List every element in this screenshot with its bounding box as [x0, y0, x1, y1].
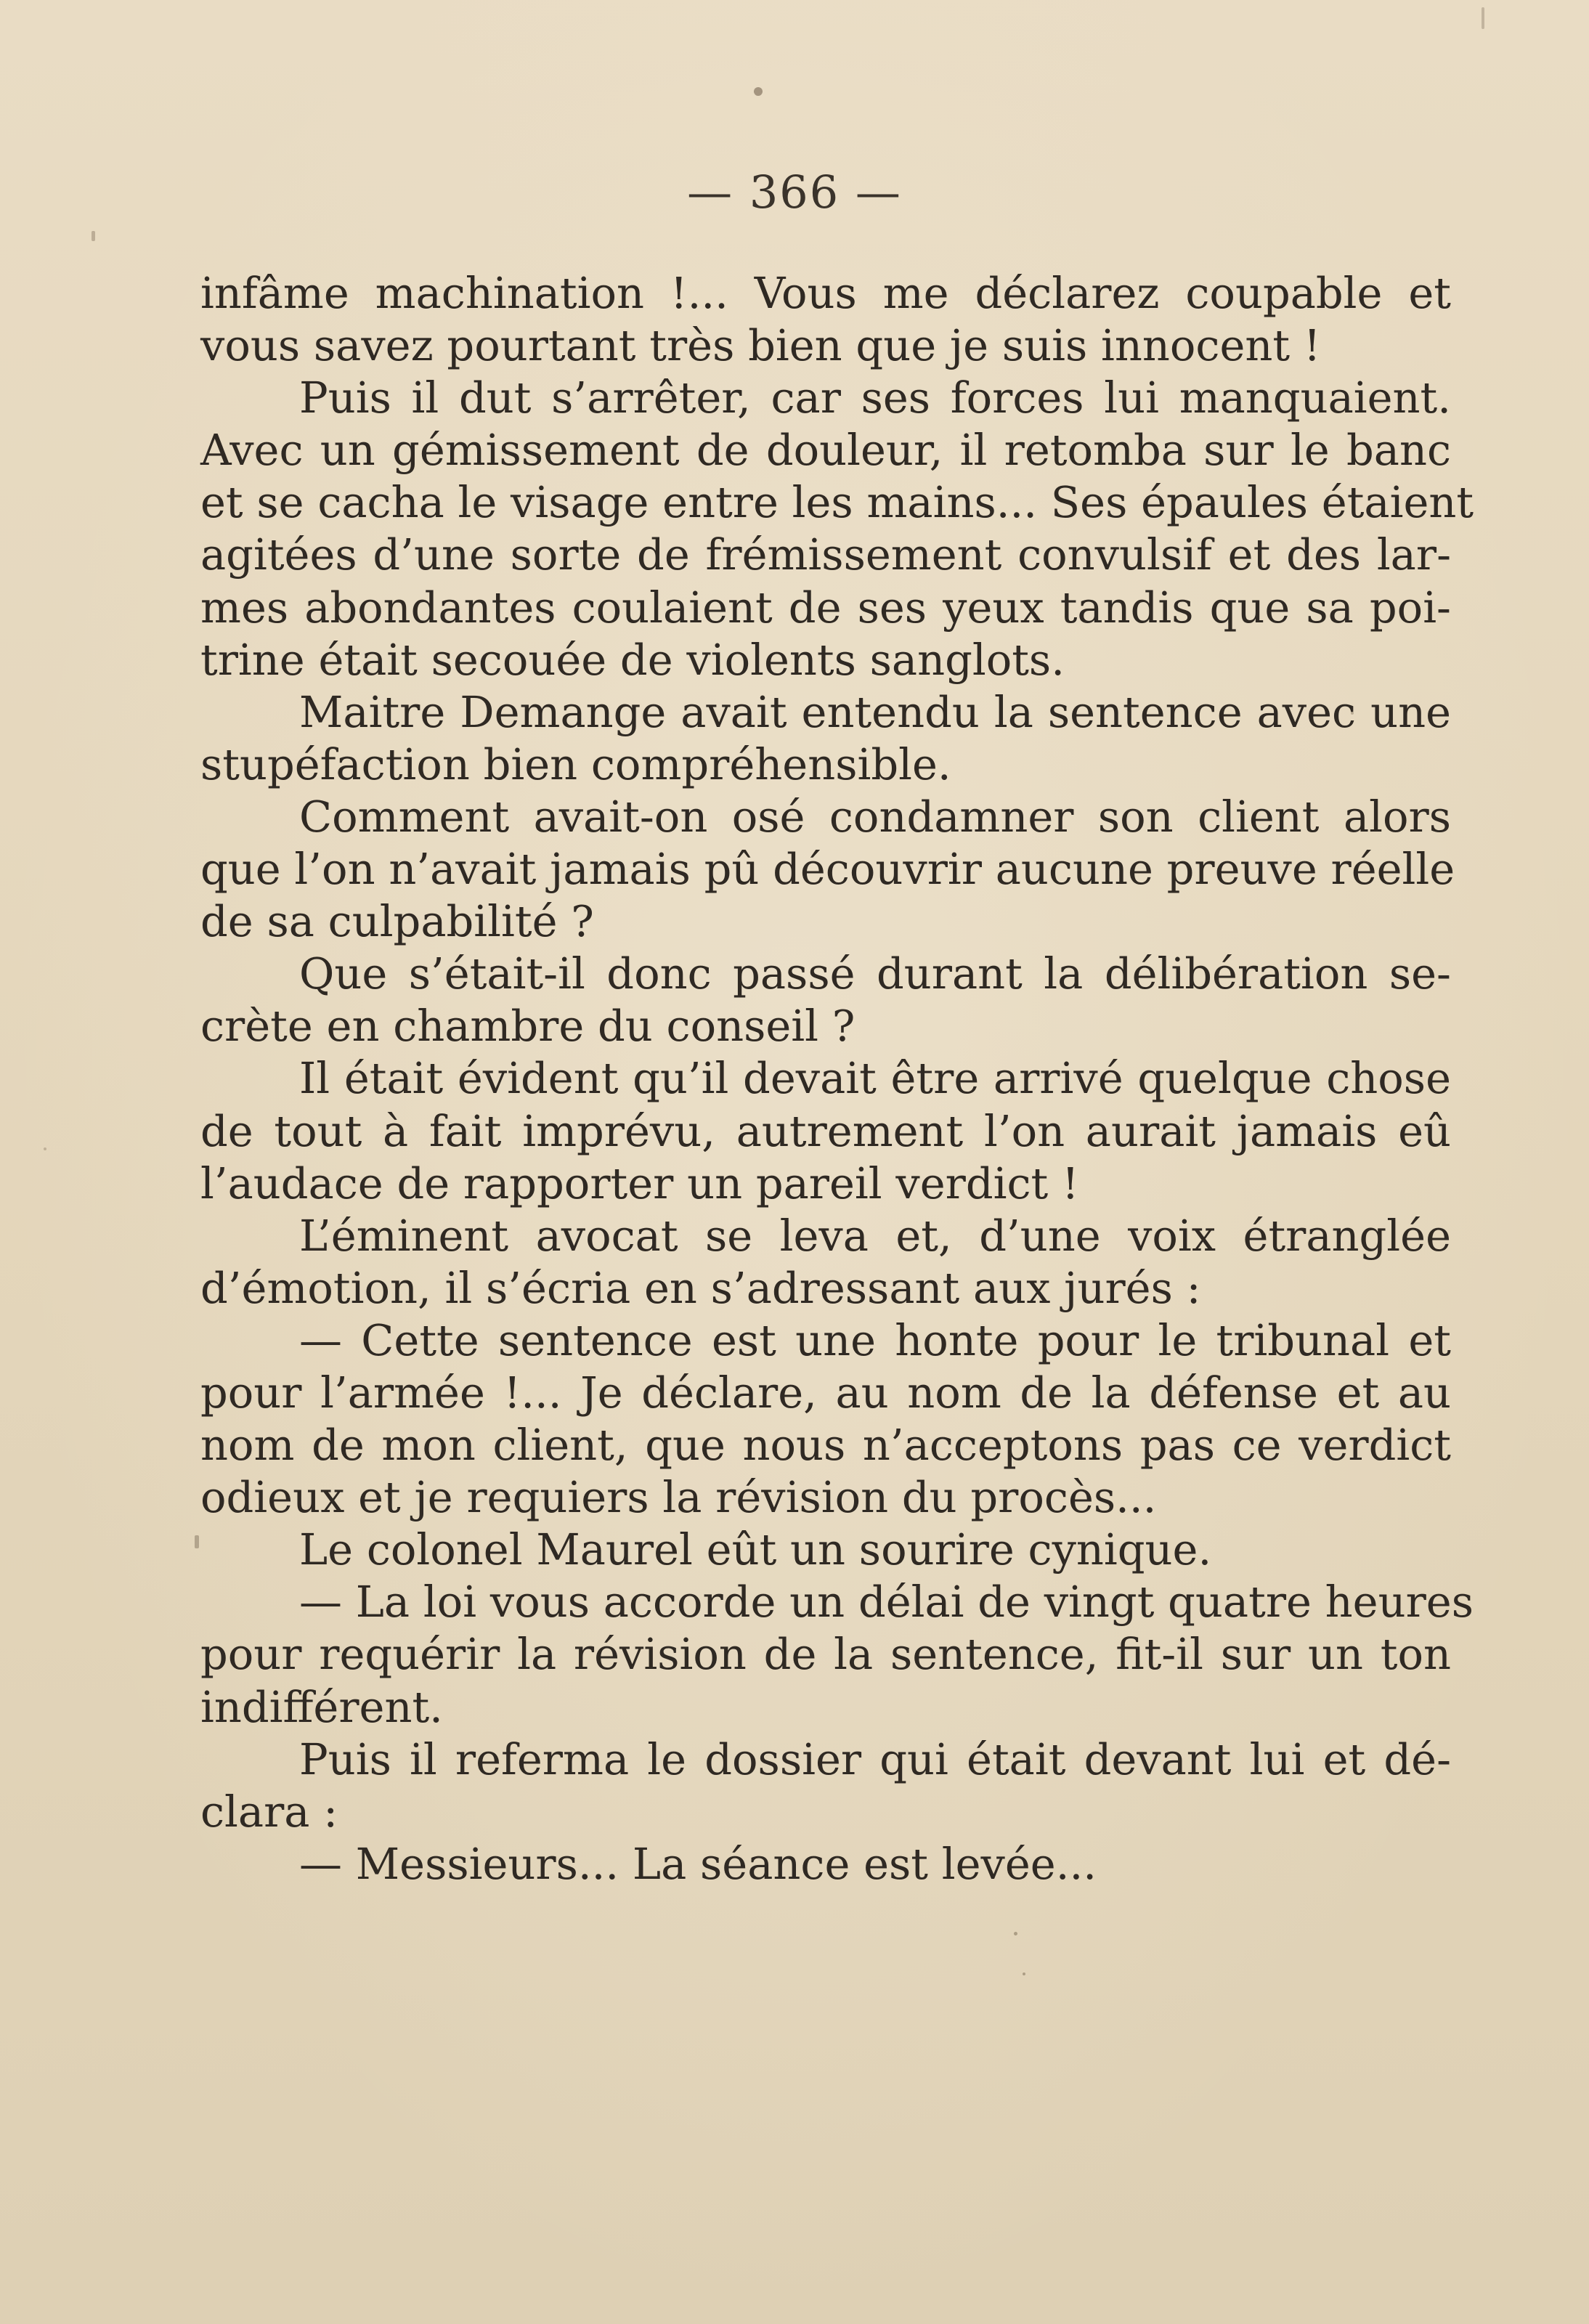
text-line: trine était secouée de violents sanglots. — [200, 634, 1065, 685]
text-line: — Messieurs... La séance est levée... — [299, 1838, 1097, 1889]
paper-speck — [754, 87, 763, 96]
text-line: — Cette sentence est une honte pour le tribunal et — [299, 1315, 1451, 1365]
text-line: Puis il dut s’arrêter, car ses forces lui manquaient. — [299, 373, 1451, 423]
text-line: vous savez pourtant très bien que je suis innocent ! — [200, 320, 1321, 371]
text-line: — La loi vous accorde un délai de vingt quatre heures — [299, 1577, 1474, 1628]
text-line: indifférent. — [200, 1681, 443, 1732]
page-number: — 366 — — [687, 166, 902, 219]
paper-speck — [92, 231, 95, 241]
paper-speck — [1014, 1932, 1017, 1935]
page-body-text — [200, 267, 1474, 1890]
text-line: nom de mon client, que nous n’acceptons pas ce verdict — [200, 1420, 1451, 1471]
paper-speck — [1482, 7, 1484, 29]
text-line: Avec un gémissement de douleur, il retomba sur le banc — [200, 425, 1451, 476]
text-line: clara : — [200, 1786, 338, 1837]
text-line: d’émotion, il s’écria en s’adressant aux jurés : — [200, 1262, 1201, 1313]
text-line: L’éminent avocat se leva et, d’une voix étranglée — [299, 1210, 1451, 1261]
text-line: Comment avait-on osé condamner son client alors — [299, 791, 1451, 842]
text-line: Il était évident qu’il devait être arrivé quelque chose — [299, 1053, 1451, 1104]
text-line: odieux et je requiers la révision du procès... — [200, 1472, 1157, 1523]
text-line: mes abondantes coulaient de ses yeux tandis que sa poi- — [200, 582, 1451, 633]
text-line: de sa culpabilité ? — [200, 896, 594, 947]
text-line: que l’on n’avait jamais pû découvrir aucune preuve réelle — [200, 844, 1455, 895]
text-line: pour l’armée !... Je déclare, au nom de la défense et au — [200, 1367, 1451, 1418]
text-line: Que s’était-il donc passé durant la délibération se- — [299, 948, 1451, 999]
text-line: infâme machination !... Vous me déclarez coupable et — [200, 268, 1451, 318]
text-line: l’audace de rapporter un pareil verdict ! — [200, 1158, 1079, 1208]
paper-speck — [44, 1147, 46, 1150]
text-line: Maitre Demange avait entendu la sentence avec une — [299, 686, 1451, 737]
paper-speck — [195, 1535, 199, 1548]
text-line: crète en chambre du conseil ? — [200, 1001, 856, 1052]
text-line: agitées d’une sorte de frémissement convulsif et des lar- — [200, 529, 1451, 580]
text-line: de tout à fait imprévu, autrement l’on aurait jamais eû — [200, 1105, 1451, 1156]
paper-speck — [1351, 712, 1354, 715]
text-line: pour requérir la révision de la sentence, fit-il sur un ton — [200, 1629, 1451, 1680]
text-line: Puis il referma le dossier qui était devant lui et dé- — [299, 1734, 1451, 1784]
paper-speck — [1023, 1972, 1025, 1975]
text-line: stupéfaction bien compréhensible. — [200, 739, 951, 789]
text-line: Le colonel Maurel eût un sourire cynique. — [299, 1524, 1212, 1575]
text-line: et se cacha le visage entre les mains... Ses épaules étaient — [200, 477, 1474, 528]
